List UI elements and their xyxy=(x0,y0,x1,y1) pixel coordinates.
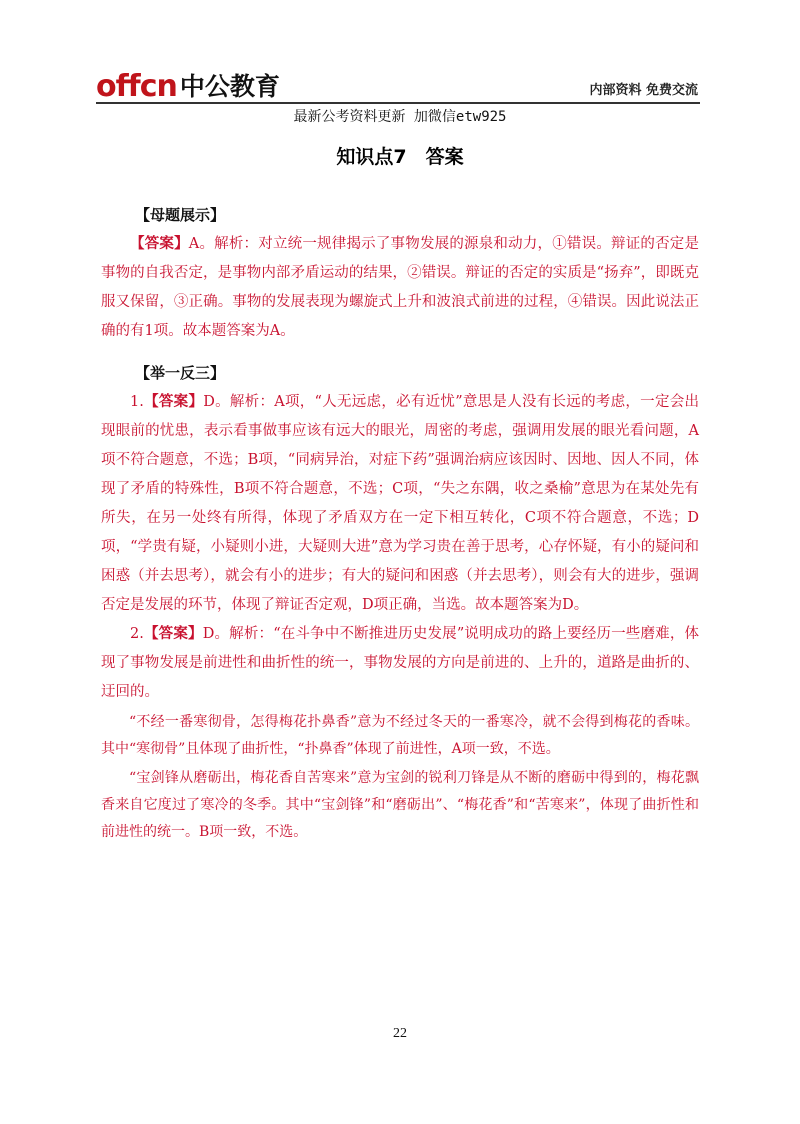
answer-explanation: D。解析：A项，“人无远虑，必有近忧”意思是人没有长远的考虑，一定会出现眼前的忧患，表示看事做事应该有远大的眼光，周密的考虑，强调用发展的眼光看问题，A项不符合题意，不选；B项，“同病异治，对症下药”强调治病应该因时、因地、因人不同，体现了矛盾的特殊性，B项不符合题意，不选；C项，“失之东隅，收之桑榆”意思为在某处先有所失，在另一处终有所得，体现了矛盾双方在一定下相互转化，C项不符合题意，不选；D项，“学贵有疑，小疑则小进，大疑则大进”意为学习贵在善于思考，心存怀疑，有小的疑问和困惑（并去思考），就会有小的进步；有大的疑问和困惑（并去思考），则会有大的进步，强调否定是发展的环节，体现了辩证否定观，D项正确，当选。故本题答案为D。 xyxy=(101,394,700,613)
page-header xyxy=(96,68,700,102)
mother-question-heading: 【母题展示】 xyxy=(135,206,226,224)
header-divider xyxy=(96,102,700,104)
item-number: 1. xyxy=(130,394,144,410)
answer-content xyxy=(101,200,699,846)
extension-item-2 xyxy=(101,620,699,707)
offcn-logo xyxy=(96,68,280,102)
update-notice: 最新公考资料更新 加微信etw925 xyxy=(293,109,507,125)
answer-tag: 【答案】 xyxy=(143,394,204,410)
logo-latin-text: offcn xyxy=(96,69,177,104)
page-number: 22 xyxy=(393,1026,407,1041)
header-internal-note: 内部资料 免费交流 xyxy=(589,83,698,98)
item-number: 2. xyxy=(130,626,144,642)
extension-item-1 xyxy=(101,388,699,620)
mother-question-answer xyxy=(101,230,699,346)
answer-explanation: A。解析：对立统一规律揭示了事物发展的源泉和动力，①错误。辩证的否定是事物的自我否定，是事物内部矛盾运动的结果，②错误。辩证的否定的实质是“扬弃”，即既克服又保留，③正确。事物的发展表现为螺旋式上升和波浪式前进的过程，④错误。因此说法正确的有1项。故本题答案为A。 xyxy=(101,236,700,339)
answer-tag: 【答案】 xyxy=(130,236,189,252)
answer-tag: 【答案】 xyxy=(143,626,203,642)
extension-item-2-option-a: “不经一番寒彻骨，怎得梅花扑鼻香”意为不经过冬天的一番寒冷，就不会得到梅花的香味。其中“寒彻骨”且体现了曲折性，“扑鼻香”体现了前进性，A项一致，不选。 xyxy=(101,714,699,757)
extension-heading: 【举一反三】 xyxy=(135,364,226,382)
page-title: 知识点7 答案 xyxy=(336,146,464,168)
logo-chinese-text: 中公教育 xyxy=(179,72,280,101)
answer-explanation: D。解析：“在斗争中不断推进历史发展”说明成功的路上要经历一些磨难，体现了事物发展是前进性和曲折性的统一，事物发展的方向是前进的、上升的，道路是曲折的、迂回的。 xyxy=(101,626,699,700)
extension-item-2-option-b: “宝剑锋从磨砺出，梅花香自苦寒来”意为宝剑的锐利刀锋是从不断的磨砺中得到的，梅花飘香来自它度过了寒冷的冬季。其中“宝剑锋”和“磨砺出”、“梅花香”和“苦寒来”，体现了曲折性和前进性的统一。B项一致，不选。 xyxy=(101,770,699,840)
